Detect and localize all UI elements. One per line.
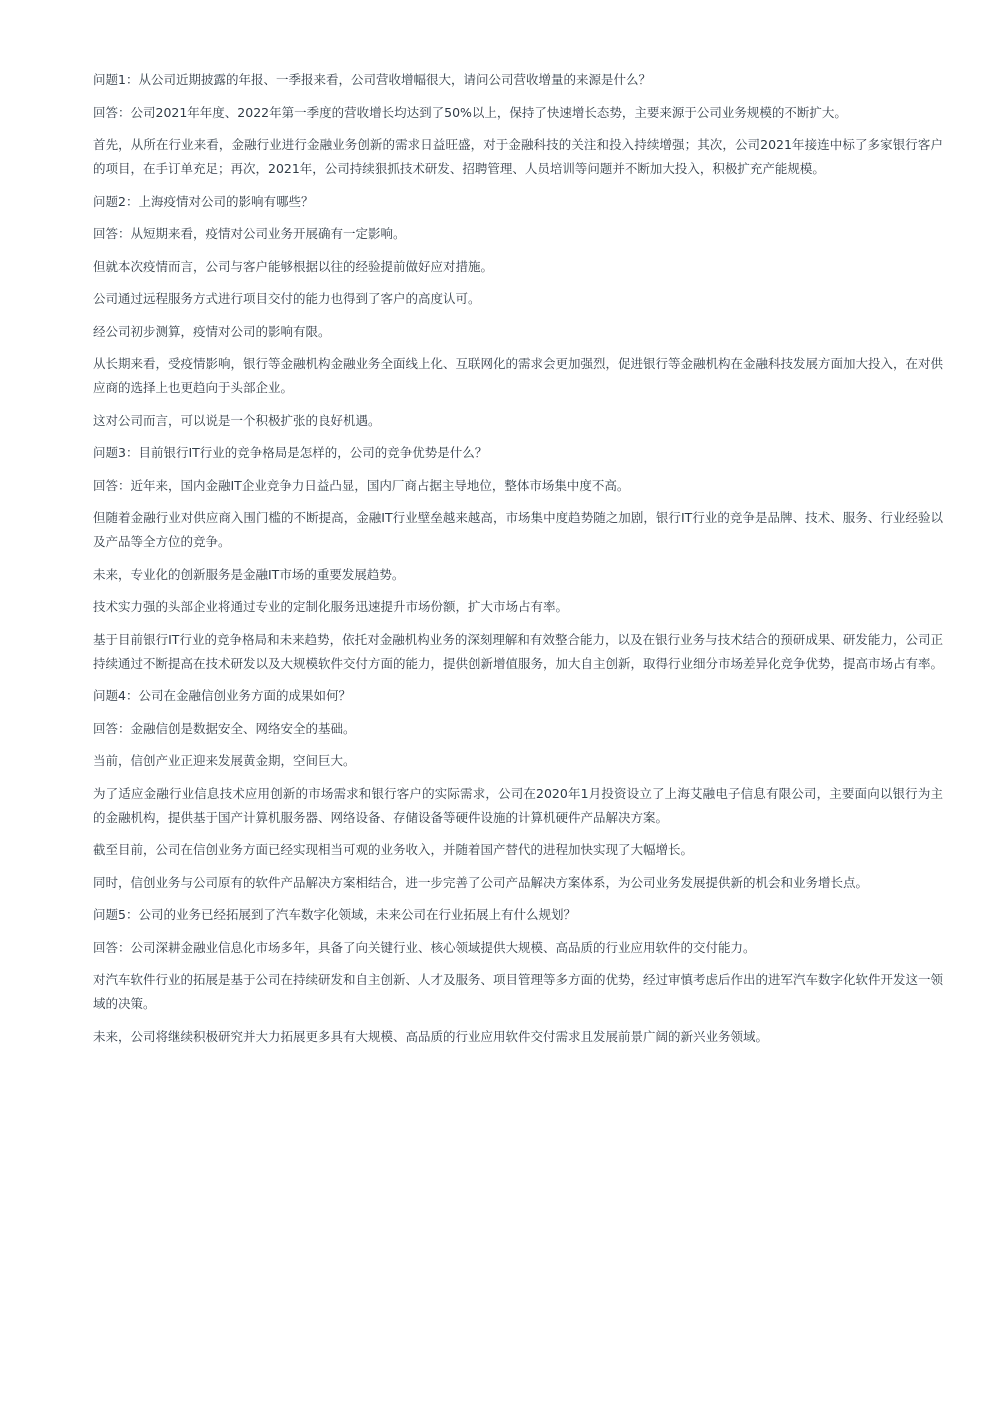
answer-4-detail: 同时，信创业务与公司原有的软件产品解决方案相结合，进一步完善了公司产品解决方案体系，为公司业务发展提供新的机会和业务增长点。 bbox=[93, 874, 869, 890]
question-2: 问题2：上海疫情对公司的影响有哪些？ bbox=[93, 193, 314, 209]
answer-3: 回答：近年来，国内金融IT企业竞争力日益凸显，国内厂商占据主导地位，整体市场集中度不高。 bbox=[93, 477, 630, 493]
answer-4: 回答：金融信创是数据安全、网络安全的基础。 bbox=[93, 720, 356, 736]
answer-2-detail: 这对公司而言，可以说是一个积极扩张的良好机遇。 bbox=[93, 412, 381, 428]
answer-2-detail: 从长期来看，受疫情影响，银行等金融机构金融业务全面线上化、互联网化的需求会更加强烈，促进银行等金融机构在金融科技发展方面加大投入，在对供应商的选择上也更趋向于头部企业。 bbox=[93, 356, 944, 395]
answer-4-detail: 截至目前，公司在信创业务方面已经实现相当可观的业务收入，并随着国产替代的进程加快实现了大幅增长。 bbox=[93, 842, 694, 857]
answer-3-detail: 基于目前银行IT行业的竞争格局和未来趋势，依托对金融机构业务的深刻理解和有效整合能力，以及在银行业务与技术结合的预研成果、研发能力，公司正持续通过不断提高在技术研发以及大规模软件交付方面的能力，提供创新增值服务，加大自主创新，取得行业细分市场差异化竞争优势，提高市场占有率。 bbox=[93, 631, 944, 671]
question-4: 问题4：公司在金融信创业务方面的成果如何？ bbox=[93, 688, 351, 703]
answer-5-detail: 对汽车软件行业的拓展是基于公司在持续研发和自主创新、人才及服务、项目管理等多方面的优势，经过审慎考虑后作出的进军汽车数字化软件开发这一领域的决策。 bbox=[93, 972, 944, 1011]
answer-3-detail: 未来，专业化的创新服务是金融IT市场的重要发展趋势。 bbox=[93, 566, 405, 582]
question-1: 问题1：从公司近期披露的年报、一季报来看，公司营收增幅很大，请问公司营收增量的来源是什么？ bbox=[93, 72, 651, 87]
document-body bbox=[93, 68, 943, 1057]
answer-5: 回答：公司深耕金融业信息化市场多年，具备了向关键行业、核心领域提供大规模、高品质的行业应用软件的交付能力。 bbox=[93, 939, 756, 955]
answer-3-detail: 技术实力强的头部企业将通过专业的定制化服务迅速提升市场份额，扩大市场占有率。 bbox=[93, 599, 569, 614]
answer-4-detail: 当前，信创产业正迎来发展黄金期，空间巨大。 bbox=[93, 753, 356, 768]
answer-2-detail: 但就本次疫情而言，公司与客户能够根据以往的经验提前做好应对措施。 bbox=[93, 258, 494, 274]
answer-1: 回答：公司2021年年度、2022年第一季度的营收增长均达到了50%以上，保持了快速增长态势，主要来源于公司业务规模的不断扩大。 bbox=[93, 104, 847, 120]
answer-3-detail: 但随着金融行业对供应商入围门槛的不断提高，金融IT行业壁垒越来越高，市场集中度趋势随之加剧，银行IT行业的竞争是品牌、技术、服务、行业经验以及产品等全方位的竞争。 bbox=[93, 510, 943, 549]
question-3: 问题3：目前银行IT行业的竞争格局是怎样的，公司的竞争优势是什么？ bbox=[93, 445, 488, 460]
answer-1-detail: 首先，从所在行业来看，金融行业进行金融业务创新的需求日益旺盛，对于金融科技的关注和投入持续增强；其次，公司2021年接连中标了多家银行客户的项目，在手订单充足；再次，2021年，公司持续狠抓技术研发、招聘管理、人员培训等问题并不断加大投入，积极扩充产能规模。 bbox=[93, 137, 943, 176]
answer-2: 回答：从短期来看，疫情对公司业务开展确有一定影响。 bbox=[93, 226, 406, 241]
answer-2-detail: 公司通过远程服务方式进行项目交付的能力也得到了客户的高度认可。 bbox=[93, 291, 481, 306]
answer-4-detail: 为了适应金融行业信息技术应用创新的市场需求和银行客户的实际需求，公司在2020年1月投资设立了上海艾融电子信息有限公司，主要面向以银行为主的金融机构，提供基于国产计算机服务器、网络设备、存储设备等硬件设施的计算机硬件产品解决方案。 bbox=[93, 785, 943, 825]
answer-2-detail: 经公司初步测算，疫情对公司的影响有限。 bbox=[93, 323, 331, 339]
answer-5-detail: 未来，公司将继续积极研究并大力拓展更多具有大规模、高品质的行业应用软件交付需求且发展前景广阔的新兴业务领域。 bbox=[93, 1028, 769, 1044]
question-5: 问题5：公司的业务已经拓展到了汽车数字化领域，未来公司在行业拓展上有什么规划？ bbox=[93, 907, 576, 922]
